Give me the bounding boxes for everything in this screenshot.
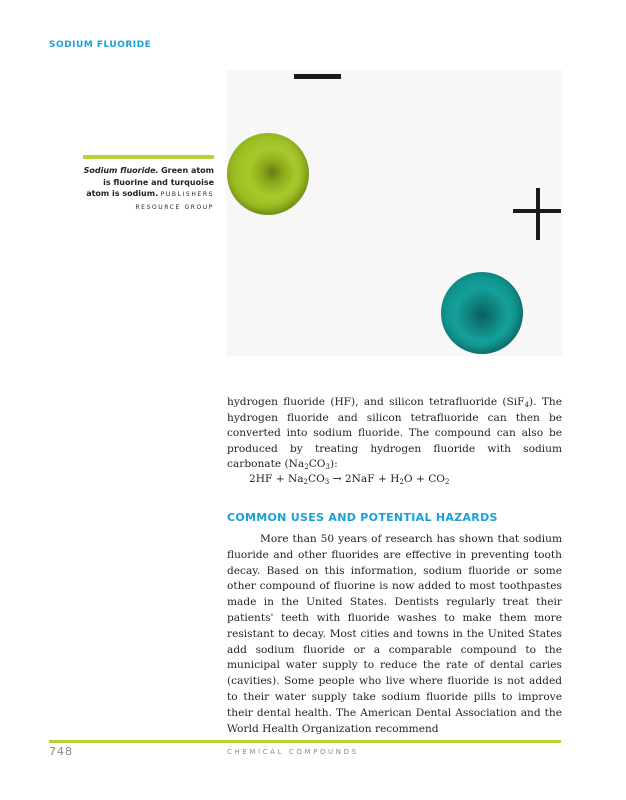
eq-lhs-a: 2HF + Na xyxy=(249,473,304,485)
minus-sign-icon xyxy=(294,74,341,79)
paragraph-1 xyxy=(227,395,562,473)
eq-rhs-a: 2NaF + H xyxy=(344,473,400,485)
eq-rhs-b: O + CO xyxy=(403,473,445,485)
subscript: 4 xyxy=(524,401,530,409)
eq-lhs-b: CO xyxy=(308,473,325,485)
subscript: 2 xyxy=(399,478,404,486)
caption-text: Green atom is fluorine and turquoise atom is sodium. xyxy=(86,166,214,198)
reaction-arrow-icon: → xyxy=(332,473,342,485)
p1-part-a: hydrogen fluoride (HF), and silicon tetrafluoride (SiF xyxy=(227,396,525,408)
sodium-atom xyxy=(441,272,523,354)
subscript: 3 xyxy=(325,463,330,472)
page-number: 748 xyxy=(49,745,73,758)
subscript: 2 xyxy=(303,478,308,486)
footer-rule xyxy=(49,740,561,743)
chemical-equation xyxy=(249,473,449,485)
paragraph-2: More than 50 years of research has shown that sodium fluoride and other fluorides are effective in preventing tooth decay. Based on this information, sodium fluoride or some other compound of fluorine is now added to most toothpastes made in the United States. Dentists regularly treat their patients' teeth with fluoride washes to make them more resistant to decay. Most cities and towns in the United States add sodium fluoride or a comparable compound to the municipal water supply to reduce the rate of dental caries (cavities). Some people who live where fluoride is not added to their water supply take sodium fluoride pills to improve their dental health. The American Dental Association and the World Health Organization recommend xyxy=(227,533,562,735)
section-heading: COMMON USES AND POTENTIAL HAZARDS xyxy=(227,511,498,524)
running-head: SODIUM FLUORIDE xyxy=(49,40,152,50)
caption-rule xyxy=(83,155,214,159)
figure-caption xyxy=(80,165,214,213)
book-title: CHEMICAL COMPOUNDS xyxy=(227,748,359,756)
p1-part-b: ). The hydrogen fluoride and silicon tetrafluoride can then be converted into sodium fluoride. The compound can also be produced by treating hydrogen fluoride with sodium carbonate (Na xyxy=(227,396,562,471)
caption-credit: PUBLISHERS RESOURCE GROUP xyxy=(135,191,214,211)
subscript: 2 xyxy=(445,478,450,486)
subscript: 3 xyxy=(324,478,330,486)
subscript: 2 xyxy=(304,463,309,472)
caption-title: Sodium fluoride. xyxy=(83,166,159,175)
fluorine-atom xyxy=(227,133,309,215)
p1-part-c: CO xyxy=(308,458,326,471)
p1-part-d: ): xyxy=(329,458,338,471)
plus-sign-icon-vertical xyxy=(536,188,540,240)
